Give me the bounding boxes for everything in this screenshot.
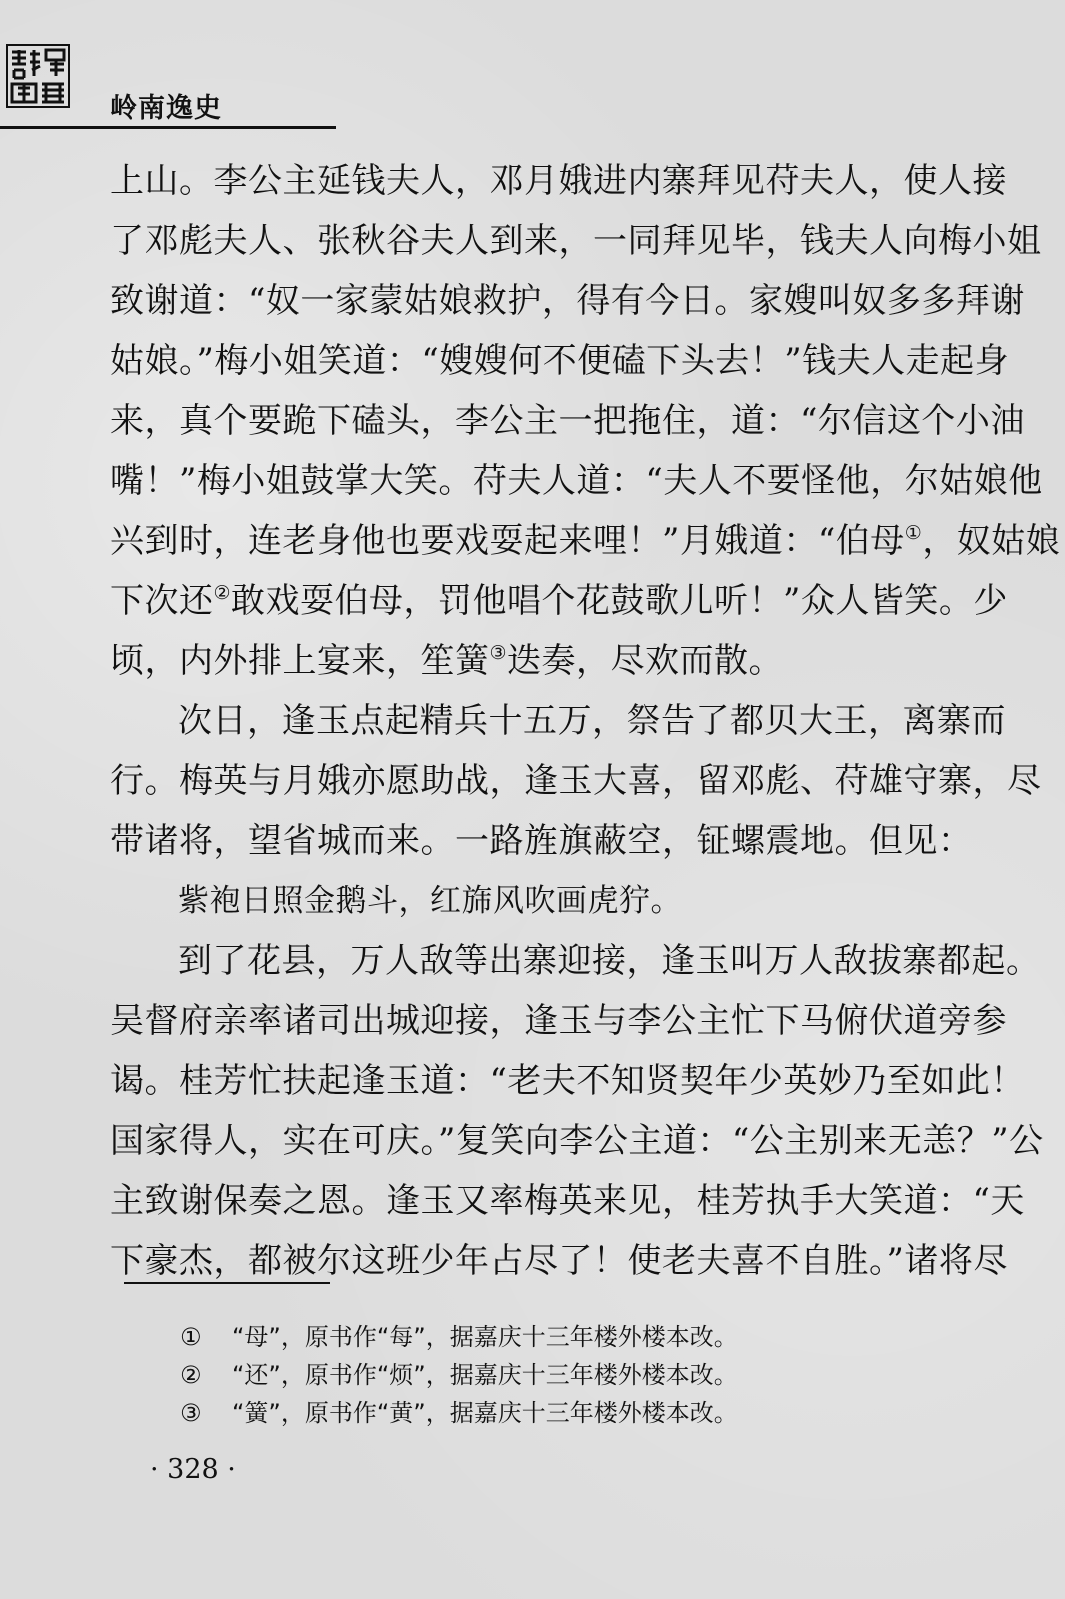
footnote: [180, 1394, 738, 1432]
footnote-ref: ③: [489, 642, 508, 664]
text-segment: 迭奏，尽欢而散。: [507, 641, 784, 681]
text-segment: 顷，内外排上宴来，笙簧: [110, 641, 490, 681]
text-segment: ，奴姑娘: [922, 521, 1061, 561]
text-line: 姑娘。”梅小姐笑道：“嫂嫂何不便磕下头去！”钱夫人走起身: [110, 341, 1010, 381]
paragraph-start-line: 次日，逢玉点起精兵十五万，祭告了都贝大王，离寨而: [178, 701, 1006, 741]
text-line: 来，真个要跪下磕头，李公主一把拖住，道：“尔信这个小油: [110, 401, 1025, 441]
text-line: 嘴！”梅小姐鼓掌大笑。苻夫人道：“夫人不要怪他，尔姑娘他: [110, 461, 1043, 501]
footnote-ref: ①: [904, 522, 923, 544]
footnote-mark: ①: [180, 1323, 202, 1351]
text-line: 国家得人，实在可庆。”复笑向李公主道：“公主别来无恙？”公: [110, 1121, 1044, 1161]
running-title: 岭南逸史: [110, 93, 222, 124]
text-line: 行。梅英与月娥亦愿助战，逢玉大喜，留邓彪、苻雄守寨，尽: [110, 761, 1042, 801]
text-line: [110, 571, 1008, 631]
footnote-text: “簧”，原书作“黄”，据嘉庆十三年楼外楼本改。: [232, 1399, 738, 1427]
footnote-ref: ②: [213, 582, 232, 604]
text-line: 吴督府亲率诸司出城迎接，逢玉与李公主忙下马俯伏道旁参: [110, 1001, 1007, 1041]
text-line: 了邓彪夫人、张秋谷夫人到来，一同拜见毕，钱夫人向梅小姐: [110, 221, 1042, 261]
text-line: 主致谢保奏之恩。逢玉又率梅英来见，桂芳执手大笑道：“天: [110, 1181, 1025, 1221]
text-segment: 兴到时，连老身他也要戏耍起来哩！”月娥道：“伯母: [110, 521, 905, 561]
text-line: 致谢道：“奴一家蒙姑娘救护，得有今日。家嫂叫奴多多拜谢: [110, 281, 1025, 321]
footnote-text: “母”，原书作“每”，据嘉庆十三年楼外楼本改。: [232, 1323, 738, 1351]
footnotes: [180, 1318, 738, 1432]
footnote-mark: ②: [180, 1361, 202, 1389]
header-rule: [0, 126, 336, 129]
poem-line: 紫袍日照金鹅斗，红旆风吹画虎狞。: [178, 883, 682, 919]
text-segment: 敢戏耍伯母，罚他唱个花鼓歌儿听！”众人皆笑。少: [231, 581, 1008, 621]
text-line: 带诸将，望省城而来。一路旌旗蔽空，钲螺震地。但见：: [110, 821, 973, 861]
footnote-mark: ③: [180, 1399, 202, 1427]
main-text: [110, 151, 1061, 1291]
text-line: 谒。桂芳忙扶起逢玉道：“老夫不知贤契年少英妙乃至如此！: [110, 1061, 1025, 1101]
text-line: 下豪杰，都被尔这班少年占尽了！使老夫喜不自胜。”诸将尽: [110, 1241, 1008, 1281]
footnote: [180, 1318, 738, 1356]
footnote-rule: [124, 1282, 330, 1284]
text-line: [110, 631, 950, 691]
page-number: · 328 ·: [150, 1454, 236, 1485]
publisher-seal-icon: [6, 44, 70, 108]
text-segment: 下次还: [110, 581, 214, 621]
footnote-text: “还”，原书作“烦”，据嘉庆十三年楼外楼本改。: [232, 1361, 738, 1389]
paragraph-start-line: 到了花县，万人敌等出寨迎接，逢玉叫万人敌拔寨都起。: [178, 941, 1041, 981]
text-line: 上山。李公主延钱夫人，邓月娥进内寨拜见苻夫人，使人接: [110, 161, 1007, 201]
footnote: [180, 1356, 738, 1394]
text-line: [110, 511, 1061, 571]
